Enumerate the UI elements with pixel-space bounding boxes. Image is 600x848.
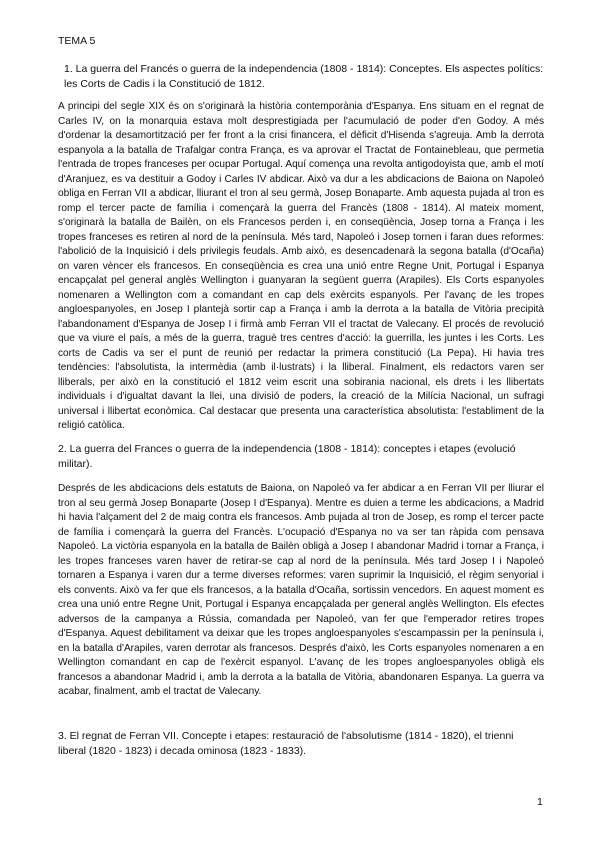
section-3-heading: 3. El regnat de Ferran VII. Concepte i etapes: restauració de l'absolutisme (1814 - 1820), el trienni liberal (1820 - 1823) i decada ominosa (1823 - 1833). (58, 730, 514, 757)
section-2-body: Després de les abdicacions dels estatuts de Baiona, on Napoleó va fer abdicar a en Ferran VII per lliurar el tron al seu germà Josep Bonaparte (Josep I d'Espanya). Mentre es duien a terme les abdicacions, a Madrid hi havia l'alçament del 2 de maig contra els francesos. Amb pujada al tron de Josep, es romp el tercer pacte de família i començarà la guerra del Francès. L'ocupació d'Espanya no va ser tan ràpida com pensava Napoleó. La victòria espanyola en la batalla de Bailèn obligà a Josep I abandonar Madrid i tornar a França, i les tropes franceses varen haver de retirar-se cap al nord de la península. Més tard Josep I i Napoleó tornaren a Espanya i varen dur a terme diverses reformes: varen suprimir la Inquisició, el règim senyorial i els convents. Això va fer que els francesos, a la batalla d'Ocaña, sortissin vencedors. En aquest moment es crea una unió entre Regne Unit, Portugal i Espanya encapçalada per general anglès Wellington. Els efectes adversos de la campanya a Rússia, comandada per Napoleó, van fer que l'emperador retires tropes d'Espanya. Aquest debilitament va deixar que les tropes angloespanyoles s'escampassin per la península i, en la batalla d'Arapiles, varen derrotar als francesos. Després d'això, les Corts espanyoles nomenaren a en Wellington comandant en cap de l'exèrcit espanyol. L'avanç de les tropes angloespanyoles obligà els francesos a abandonar Madrid i, amb la derrota a la batalla de Vitòria, abandonaren Espanya. La guerra va acabar, finalment, amb el tractat de Valecany. (58, 483, 544, 697)
section-1-body: A principi del segle XIX és on s'originarà la història contemporània d'Espanya. Ens situam en el regnat de Carles IV, on la monarquia estava molt desprestigiada per l'acumulació de poder d'en Godoy. A més d'ordenar la desamortització per fer front a la crisi financera, el dèficit d'Hisenda s'agreuja. Amb la derrota espanyola a la batalla de Trafalgar contra França, es va aprovar el Tractat de Fontainebleau, que permetia l'entrada de tropes franceses per ocupar Portugal. Aquí comença una revolta antigodoyista que, amb el motí d'Aranjuez, es va destituir a Godoy i Carles IV abdicar. Això va dur a les abdicacions de Baiona on Napoleó obliga en Ferran VII a abdicar, lliurant el tron al seu germà, Josep Bonaparte. Amb aquesta pujada al tron es romp el tercer pacte de família i començarà la guerra del Francès (1808 - 1814). Al mateix moment, s'originarà la batalla de Bailèn, on els Francesos perden i, en conseqüència, Josep torna a França i les tropes franceses es retiren al nord de la península. Més tard, Napoleó i Josep tornen i faran dues reformes: l'abolició de la Inquisició i dels privilegis feudals. Amb això, es desencadenarà la segona batalla (d'Ocaña) on varen vèncer els francesos. En conseqüència es crea una unió entre Regne Unit, Portugal i Espanya encapçalat pel general anglès Wellington i guanyaran la següent guerra (Arapiles). Els Corts espanyoles nomenaren a Wellington com a comandant en cap dels exèrcits espanyols. Per l'avanç de les tropes angloespanyoles, en Josep I plantejà sortir cap a França i amb la derrota a la batalla de Vitòria precipità l'abandonament d'Espanya de Josep I i firmà amb Ferran VII el tractat de Valecany. El procés de revolució que va viure el país, a més de la guerra, traguè tres centres d'acció: la guerrilla, les juntes i les Corts. Les corts de Cadis va ser el punt de reunió per redactar la primera constitució (La Pepa). Hi havia tres tendències: l'absolutista, la intermèdia (amb il·lustrats) i la lliberal. Finalment, els redactors varen ser lliberals, per això en la constitució el 1812 veim escrit una sobirania nacional, els drets i les llibertats individuals i d'igualtat davant la llei, una divisió de poders, la creació de la Milícia Nacional, un sufragi universal i llibertat econòmica. Cal destacar que presenta una característica absolutista: l'establiment de la religió catòlica. (58, 101, 544, 431)
topic-label: TEMA 5 (58, 35, 96, 47)
section-2-heading: 2. La guerra del Frances o guerra de la independencia (1808 - 1814): conceptes i etapes (evolució militar). (58, 443, 516, 470)
section-1-heading: 1. La guerra del Francés o guerra de la independencia (1808 - 1814): Conceptes. Els aspectes polítics: les Corts de Cadis i la Constitució de 1812. (64, 63, 544, 90)
page-number: 1 (537, 796, 543, 808)
